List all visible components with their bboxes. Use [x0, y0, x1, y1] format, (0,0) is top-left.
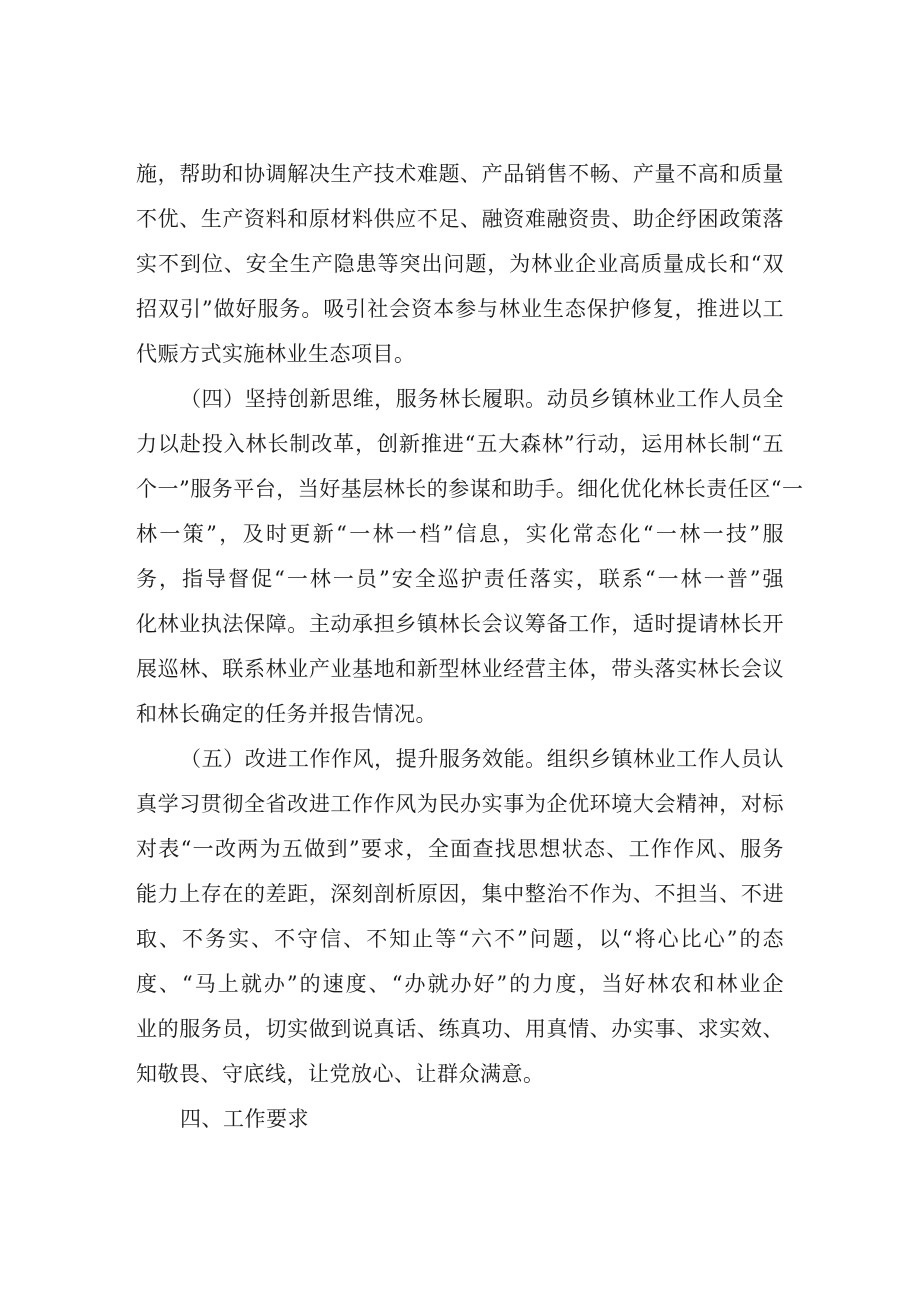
- paragraph-line: 不优、生产资料和原材料供应不足、融资难融资贵、助企纾困政策落: [136, 207, 784, 231]
- paragraph-line: 真学习贯彻全省改进工作作风为民办实事为企优环境大会精神，对标: [136, 792, 784, 816]
- paragraph-line: 林一策”，及时更新“一林一档”信息，实化常态化“一林一技”服: [136, 522, 784, 546]
- paragraph-line: 化林业执法保障。主动承担乡镇林长会议筹备工作，适时提请林长开: [136, 612, 784, 636]
- paragraph-line: 展巡林、联系林业产业基地和新型林业经营主体，带头落实林长会议: [136, 657, 784, 681]
- paragraph-line: 取、不务实、不守信、不知止等“六不”问题，以“将心比心”的态: [136, 927, 784, 951]
- paragraph-line: 实不到位、安全生产隐患等突出问题，为林业企业高质量成长和“双: [136, 252, 784, 276]
- paragraph-line: （四）坚持创新思维，服务林长履职。动员乡镇林业工作人员全: [180, 387, 784, 411]
- paragraph-line: 对表“一改两为五做到”要求，全面查找思想状态、工作作风、服务: [136, 837, 784, 861]
- paragraph-line: 知敬畏、守底线，让党放心、让群众满意。: [136, 1062, 545, 1086]
- section-heading: 四、工作要求: [180, 1107, 309, 1131]
- paragraph-line: 个一”服务平台，当好基层林长的参谋和助手。细化优化林长责任区“一: [136, 477, 804, 501]
- paragraph-line: 和林长确定的任务并报告情况。: [136, 702, 437, 726]
- paragraph-line: 度、“马上就办”的速度、“办就办好”的力度，当好林农和林业企: [136, 972, 784, 996]
- paragraph-line: 业的服务员，切实做到说真话、练真功、用真情、办实事、求实效、: [136, 1017, 784, 1041]
- paragraph-line: 务，指导督促“一林一员”安全巡护责任落实，联系“一林一普”强: [136, 567, 784, 591]
- paragraph-line: 代赈方式实施林业生态项目。: [136, 342, 416, 366]
- paragraph-line: 能力上存在的差距，深刻剖析原因，集中整治不作为、不担当、不进: [136, 882, 784, 906]
- paragraph-line: （五）改进工作作风，提升服务效能。组织乡镇林业工作人员认: [180, 747, 784, 771]
- paragraph-line: 招双引”做好服务。吸引社会资本参与林业生态保护修复，推进以工: [136, 297, 784, 321]
- paragraph-line: 力以赴投入林长制改革，创新推进“五大森林”行动，运用林长制“五: [136, 432, 784, 456]
- paragraph-line: 施，帮助和协调解决生产技术难题、产品销售不畅、产量不高和质量: [136, 162, 784, 186]
